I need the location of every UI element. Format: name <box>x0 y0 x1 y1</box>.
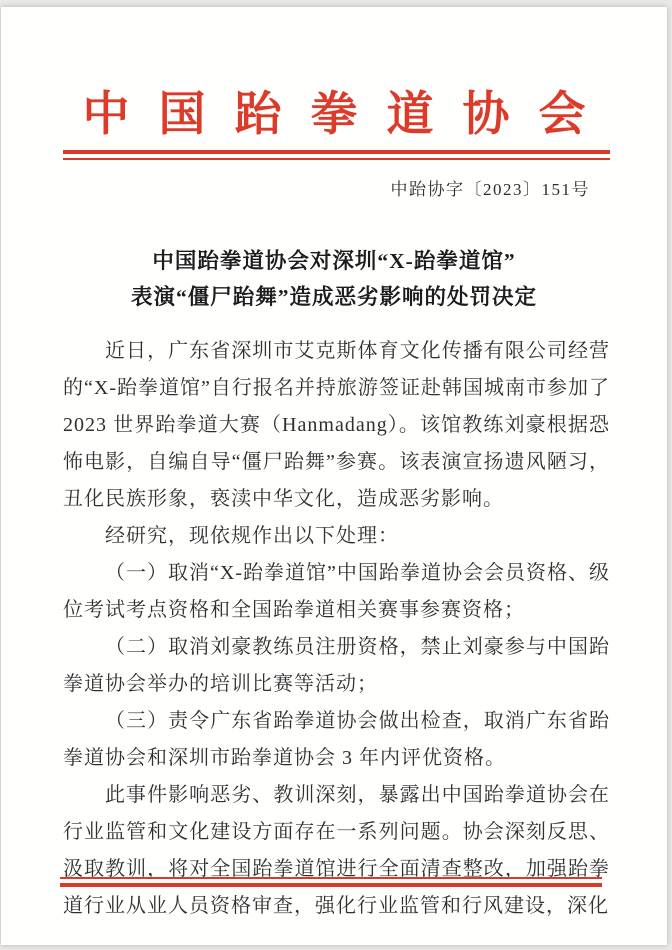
body-paragraph: 此事件影响恶劣、教训深刻，暴露出中国跆拳道协会在行业监管和文化建设方面存在一系列问题。协会深刻反思、汲取教训，将对全国跆拳道馆进行全面清查整改，加强跆拳道行业从业人员资格审查，强化行业监管和行风建设，深化 <box>63 784 610 917</box>
document-title-line2: 表演“僵尸跆舞”造成恶劣影响的处罚决定 <box>130 285 537 309</box>
document-number: 中跆协字〔2023〕151号 <box>390 180 590 199</box>
letterhead-divider <box>63 150 610 160</box>
letterhead-title: 中国跆拳道协会 <box>82 89 615 141</box>
document-title <box>1 243 667 315</box>
document-page <box>1 7 667 945</box>
document-body <box>63 333 610 925</box>
body-paragraph: 近日，广东省深圳市艾克斯体育文化传播有限公司经营的“X-跆拳道馆”自行报名并持旅游签证赴韩国城南市参加了 2023 世界跆拳道大赛（Hanmadang）。该馆教练刘豪根据恐怖电影，自编自导“僵尸跆舞”参赛。该表演宣扬遗风陋习，丑化民族形象，亵渎中华文化，造成恶劣影响。 <box>63 340 610 510</box>
body-paragraph: （二）取消刘豪教练员注册资格，禁止刘豪参与中国跆拳道协会举办的培训比赛等活动； <box>63 636 610 695</box>
document-title-line1: 中国跆拳道协会对深圳“X-跆拳道馆” <box>152 249 516 273</box>
body-paragraph: （一）取消“X-跆拳道馆”中国跆拳道协会会员资格、级位考试考点资格和全国跆拳道相关赛事参赛资格； <box>63 562 610 621</box>
body-paragraph: （三）责令广东省跆拳道协会做出检查，取消广东省跆拳道协会和深圳市跆拳道协会 3 年内评优资格。 <box>63 710 610 769</box>
body-paragraph: 经研究，现依规作出以下处理： <box>105 525 399 547</box>
footer-divider <box>60 877 602 887</box>
